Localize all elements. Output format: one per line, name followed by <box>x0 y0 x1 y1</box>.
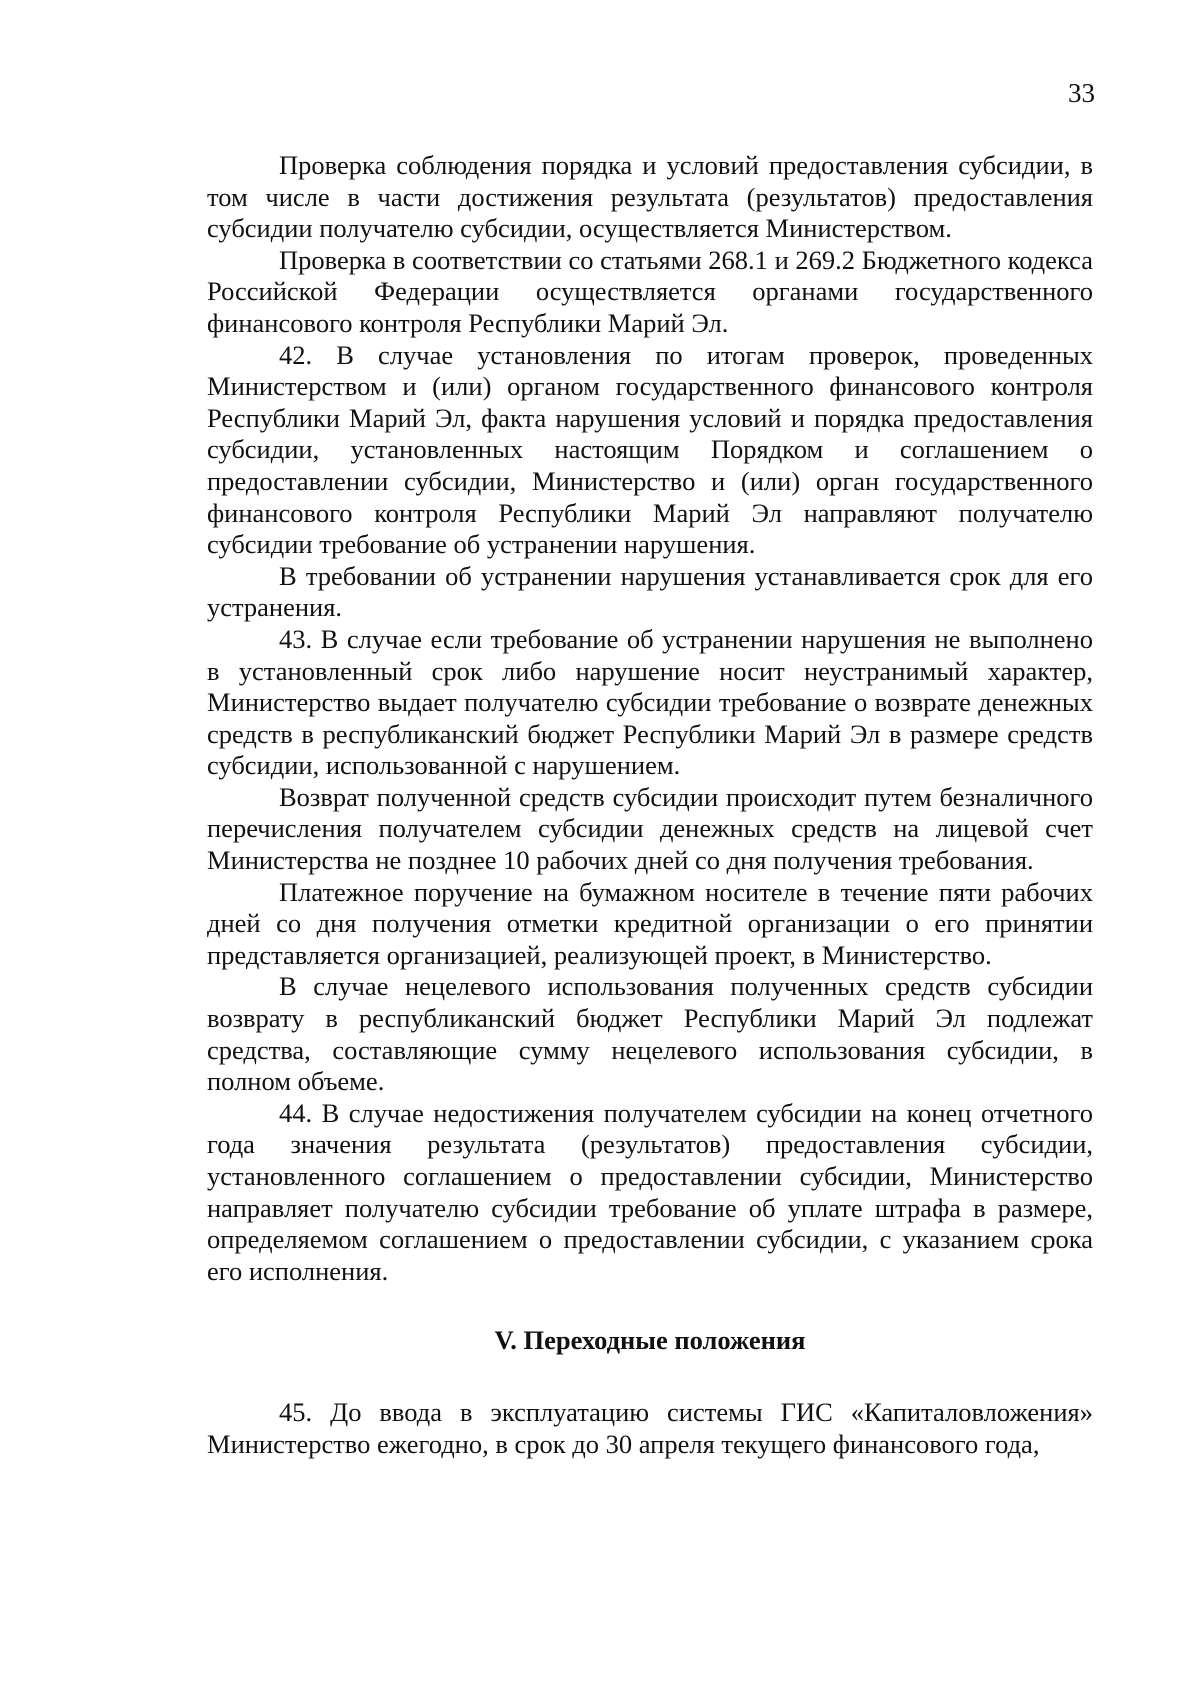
section-heading: V. Переходные положения <box>494 1325 806 1356</box>
page-number: 33 <box>1068 78 1095 108</box>
paragraph-clause-42: 42. В случае установления по итогам проверок, проведенных Министерством и (или) органом государственного финансового контроля Республики Марий Эл, факта нарушения условий и порядка предоставления субсидии, установленных настоящим Порядком и соглашением о предоставлении субсидии, Министерство и (или) орган государственного финансового контроля Республики Марий Эл направляют получателю субсидии требование об устранении нарушения. <box>207 339 1093 560</box>
paragraph-inspection-budget-code: Проверка в соответствии со статьями 268.1 и 269.2 Бюджетного кодекса Российской Федерации осуществляется органами государственного финансового контроля Республики Марий Эл. <box>207 244 1093 338</box>
paragraph-payment-order: Платежное поручение на бумажном носителе в течение пяти рабочих дней со дня получения отметки кредитной организации о его принятии представляется организацией, реализующей проект, в Министерство. <box>207 876 1093 970</box>
document-body <box>207 150 1093 1460</box>
paragraph-clause-43: 43. В случае если требование об устранении нарушения не выполнено в установленный срок либо нарушение носит неустранимый характер, Министерство выдает получателю субсидии требование о возврате денежных средств в республиканский бюджет Республики Марий Эл в размере средств субсидии, использованной с нарушением. <box>207 623 1093 781</box>
paragraph-violation-deadline: В требовании об устранении нарушения устанавливается срок для его устранения. <box>207 560 1093 623</box>
paragraph-misuse-refund: В случае нецелевого использования полученных средств субсидии возврату в республиканский бюджет Республики Марий Эл подлежат средства, составляющие сумму нецелевого использования субсидии, в полном объеме. <box>207 971 1093 1097</box>
paragraph-clause-45: 45. До ввода в эксплуатацию системы ГИС «Капиталовложения» Министерство ежегодно, в срок до 30 апреля текущего финансового года, <box>207 1396 1093 1459</box>
paragraph-inspection-compliance: Проверка соблюдения порядка и условий предоставления субсидии, в том числе в части достижения результата (результатов) предоставления субсидии получателю субсидии, осуществляется Министерством. <box>207 150 1093 244</box>
paragraph-clause-44: 44. В случае недостижения получателем субсидии на конец отчетного года значения результата (результатов) предоставления субсидии, установленного соглашением о предоставлении субсидии, Министерство направляет получателю субсидии требование об уплате штрафа в размере, определяемом соглашением о предоставлении субсидии, с указанием срока его исполнения. <box>207 1097 1093 1286</box>
paragraph-refund-procedure: Возврат полученной средств субсидии происходит путем безналичного перечисления получателем субсидии денежных средств на лицевой счет Министерства не позднее 10 рабочих дней со дня получения требования. <box>207 781 1093 876</box>
